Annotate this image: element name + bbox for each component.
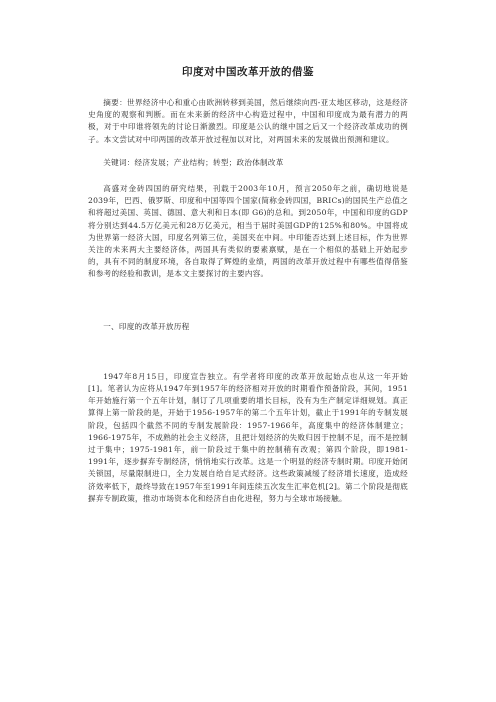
document-title: 印度对中国改革开放的借鉴: [182, 66, 314, 78]
section-heading: 一、印度的改革开放历程: [103, 321, 190, 331]
intro-paragraph: 高盛对金砖四国的研究结果，刊载于2003年10月，预言2050年之前，确切地说是2039年，巴西、俄罗斯、印度和中国等四个国家(简称金砖四国，BRICs)的国民生产总值之和将超过美国、英国、德国、意大利和日本(即 G6)的总和。到2050年，中国和印度的GDP将分别达到44.5万亿美元和28万亿美元，相当于届时美国GDP的125%和80%。中国将成为世界第一经济大国，印度名列第三位，美国夹在中间。中印能否达到上述目标，作为世界关注的未来两大主要经济体，两国具有类似的要素禀赋，是在一个相似的基础上开始起步的，具有不同的制度环境，各自取得了辉煌的业绩，两国的改革开放过程中有哪些值得借鉴和参考的经验和教训，是本文主要探讨的主要内容。: [88, 184, 408, 279]
abstract-paragraph: 摘要：世界经济中心和重心由欧洲转移到美国，然后继续向西-亚太地区移动，这是经济史角度的观察和判断。而在未来新的经济中心构造过程中，中国和印度成为最有潜力的两极，对于中印谁将领先的讨论日渐激烈。印度是公认的继中国之后又一个经济改革成功的例子。本文尝试对中印两国的改革开放过程加以对比，对两国未来的发展做出预测和建议。: [88, 98, 408, 144]
keywords-line: 关键词：经济发展；产业结构；转型；政治体制改革: [103, 157, 284, 167]
section-body-paragraph: 1947年8月15日，印度宣告独立。有学者将印度的改革开放起始点也从这一年开始[1]。笔者认为应将从1947年到1957年的经济相对开放的时期看作预备阶段，其间，1951年开始施行第一个五年计划，制订了几项重要的增长目标，没有为生产制定详细规划。真正算得上第一阶段的是，开始于1956-1957年的第二个五年计划，截止于1991年的专制发展阶段，包括四个截然不同的专制发展阶段：1957-1966年，高度集中的经济体制建立；1966-1975年，不成熟的社会主义经济，且把计划经济的失败归因于控制不足，而不是控制过于集中；1975-1981年，前一阶段过于集中的控制稍有改观；第四个阶段，即1981-1991年，逐步摒弃专制经济，悄悄地实行改革。这是一个明显的经济专制时期。印度开始闭关锁国，尽量限制进口，全力发展自给自足式经济。这些政策减缓了经济增长速度，造成经济效率低下，最终导致在1957年至1991年间连续五次发生汇率危机[2]。第二个阶段是彻底摒弃专制政策，推动市场资本化和经济自由化进程，努力与全球市场接触。: [88, 371, 408, 503]
